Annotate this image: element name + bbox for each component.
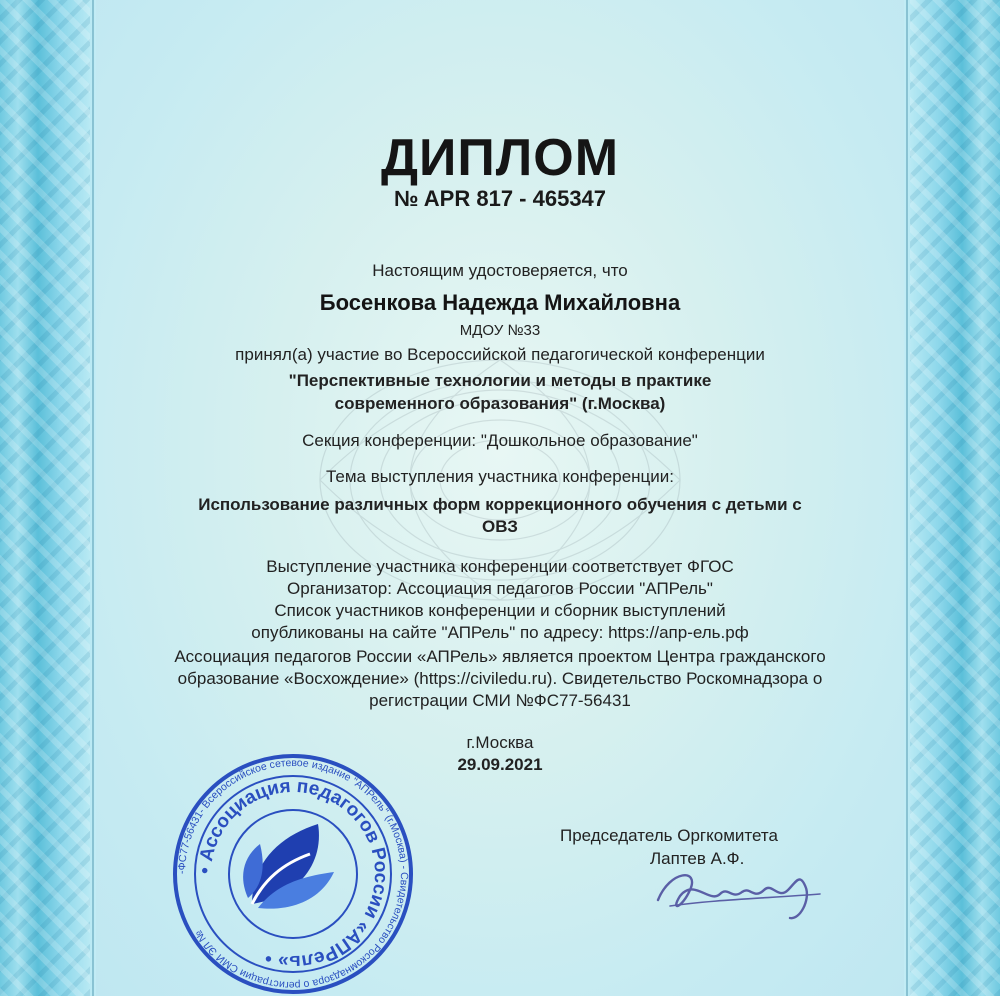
chair-name: Лаптев А.Ф.	[650, 849, 745, 868]
association-line1: Ассоциация педагогов России «АПРель» является проектом Центра гражданского	[174, 647, 826, 666]
diploma-title: ДИПЛОМ	[380, 129, 620, 187]
topic-line2: ОВЗ	[482, 517, 518, 536]
fgos-statement: Выступление участника конференции соответствует ФГОС	[266, 557, 734, 576]
association-stamp	[168, 752, 418, 996]
right-ornamental-border	[910, 0, 1000, 996]
intro-text: Настоящим удостоверяется, что	[372, 261, 628, 280]
left-ornamental-border	[0, 0, 90, 996]
topic-line1: Использование различных форм коррекционного обучения с детьми с	[198, 495, 802, 514]
left-border-line	[92, 0, 94, 996]
right-border-line	[906, 0, 908, 996]
association-line3: регистрации СМИ №ФС77-56431	[369, 691, 631, 710]
stamp-outer-text: -ФС77-56431- Всероссийское сетевое издание "АПРель" (г.Москва) - Свидетельство Роскомнадзора о регистрации СМИ ЭЛ №	[175, 756, 411, 992]
diploma-number: № APR 817 - 465347	[393, 186, 607, 211]
city: г.Москва	[466, 733, 534, 752]
recipient-organization: МДОУ №33	[459, 322, 541, 339]
participation-text: принял(а) участие во Всероссийской педагогической конференции	[235, 345, 765, 364]
topic-label: Тема выступления участника конференции:	[325, 467, 674, 486]
chair-label: Председатель Оргкомитета	[560, 826, 778, 845]
association-line2: образование «Восхождение» (https://civiledu.ru). Свидетельство Роскомнадзора о	[177, 669, 823, 688]
publication-line2: опубликованы на сайте "АПРель" по адресу: https://апр-ель.рф	[251, 623, 749, 642]
stamp-inner-text: • Ассоциация педагогов России «АПРель» •	[194, 775, 392, 973]
organizer-text: Организатор: Ассоциация педагогов России "АПРель"	[287, 579, 713, 598]
publication-line1: Список участников конференции и сборник выступлений	[274, 601, 726, 620]
handwritten-signature	[650, 860, 830, 930]
conference-title-line1: "Перспективные технологии и методы в практике	[288, 371, 712, 390]
issue-date: 29.09.2021	[457, 755, 543, 774]
leaf-logo-icon	[243, 824, 334, 909]
conference-section: Секция конференции: "Дошкольное образование"	[302, 431, 698, 450]
conference-title-line2: современного образования" (г.Москва)	[334, 394, 666, 413]
recipient-name: Босенкова Надежда Михайловна	[319, 290, 681, 315]
